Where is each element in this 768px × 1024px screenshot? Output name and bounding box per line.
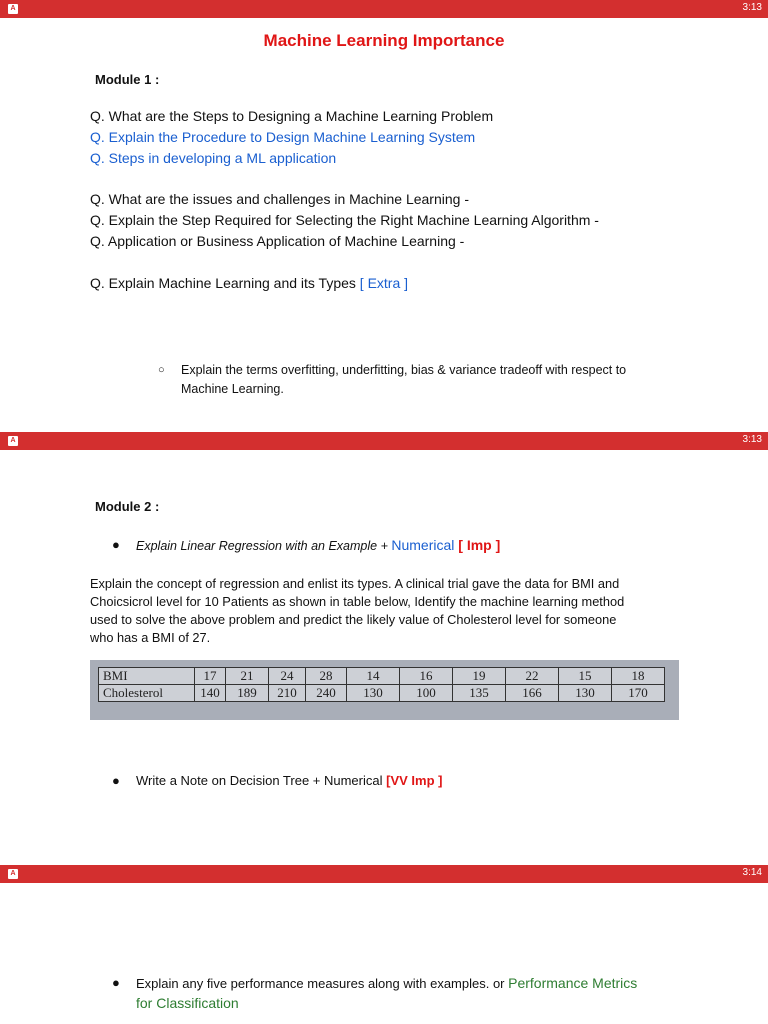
table-cell: 130 (347, 685, 400, 702)
table-cell: 100 (400, 685, 453, 702)
numerical-link[interactable]: Numerical (391, 537, 459, 553)
question-1: Q. What are the Steps to Designing a Machine Learning Problem (90, 108, 494, 124)
table-cell: 140 (195, 685, 226, 702)
table-cell: 130 (559, 685, 612, 702)
bmi-cholesterol-table-image (90, 660, 679, 720)
imp-tag: [ Imp ] (458, 537, 501, 553)
hollow-bullet-icon: ○ (158, 364, 165, 376)
table-cell: 15 (559, 668, 612, 685)
page-2-header-bar (0, 432, 768, 450)
table-cell: 16 (400, 668, 453, 685)
table-cell: 17 (195, 668, 226, 685)
table-cell: 240 (306, 685, 347, 702)
table-cell: 189 (226, 685, 269, 702)
decision-tree-text: Write a Note on Decision Tree + Numerical (136, 773, 387, 788)
bmi-row (99, 668, 665, 685)
extra-tag-link[interactable]: [ Extra ] (359, 275, 409, 291)
table-cell: 21 (226, 668, 269, 685)
question-6: Q. Application or Business Application of Machine Learning - (90, 233, 465, 249)
paragraph-line-3: used to solve the above problem and predict the likely value of Cholesterol level for someone (90, 612, 617, 627)
sub-bullet-line-2: Machine Learning. (181, 382, 284, 396)
bullet-icon: ● (112, 773, 120, 788)
bullet-decision-tree-content (136, 773, 442, 788)
performance-measures-text: Explain any five performance measures along with examples. or (136, 976, 509, 991)
table-cell: 166 (506, 685, 559, 702)
bullet-icon: ● (112, 537, 120, 552)
cholesterol-row (99, 685, 665, 702)
table-cell: 19 (453, 668, 506, 685)
document-title: Machine Learning Importance (263, 31, 505, 50)
table-cell: 22 (506, 668, 559, 685)
performance-metrics-link-line-2[interactable]: for Classification (136, 995, 239, 1011)
page-3-time: 3:14 (742, 867, 762, 878)
module-1-heading: Module 1 : (95, 72, 160, 87)
table-cell: 28 (306, 668, 347, 685)
table-cell: 24 (269, 668, 306, 685)
paragraph-line-4: who has a BMI of 27. (90, 630, 211, 645)
bullet-icon: ● (112, 975, 120, 990)
bmi-label: BMI (99, 668, 195, 685)
bullet-performance-content (136, 975, 637, 991)
question-3-link[interactable]: Q. Steps in developing a ML application (90, 150, 337, 166)
sub-bullet-line-1: Explain the terms overfitting, underfitting, bias & variance tradeoff with respect to (181, 363, 627, 377)
page-3-header-bar (0, 865, 768, 883)
paragraph-line-1: Explain the concept of regression and enlist its types. A clinical trial gave the data for BMI and (90, 576, 620, 591)
table-cell: 14 (347, 668, 400, 685)
question-2-link[interactable]: Q. Explain the Procedure to Design Machine Learning System (90, 129, 476, 145)
performance-metrics-link[interactable]: Performance Metrics (508, 975, 638, 991)
cholesterol-label: Cholesterol (99, 685, 195, 702)
question-5: Q. Explain the Step Required for Selecting the Right Machine Learning Algorithm - (90, 212, 599, 228)
question-7-text: Q. Explain Machine Learning and its Types (90, 275, 360, 291)
question-7 (90, 275, 408, 291)
regression-question-paragraph (90, 575, 680, 647)
question-4: Q. What are the issues and challenges in Machine Learning - (90, 191, 469, 207)
linear-regression-text: Explain Linear Regression with an Example + (136, 539, 392, 553)
bmi-cholesterol-table (98, 667, 665, 702)
pdf-app-icon: A (8, 436, 18, 446)
table-cell: 170 (612, 685, 665, 702)
table-cell: 135 (453, 685, 506, 702)
page-1-time: 3:13 (742, 2, 762, 13)
page-1-header-bar (0, 0, 768, 18)
pdf-app-icon: A (8, 869, 18, 879)
page-2-time: 3:13 (742, 434, 762, 445)
table-cell: 18 (612, 668, 665, 685)
bullet-linear-regression-content (136, 537, 500, 553)
vv-imp-tag: [VV Imp ] (386, 773, 443, 788)
table-cell: 210 (269, 685, 306, 702)
pdf-app-icon: A (8, 4, 18, 14)
module-2-heading: Module 2 : (95, 499, 160, 514)
paragraph-line-2: Choicsicrol level for 10 Patients as shown in table below, Identify the machine learning method (90, 594, 625, 609)
